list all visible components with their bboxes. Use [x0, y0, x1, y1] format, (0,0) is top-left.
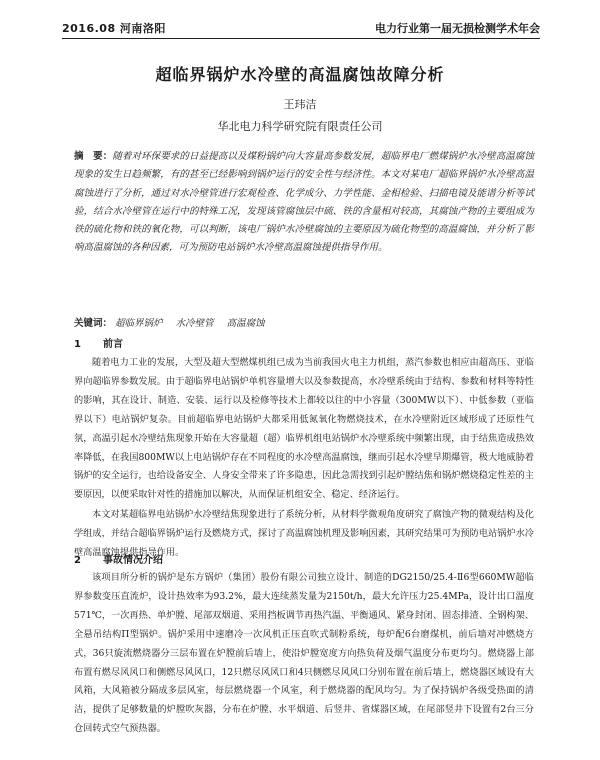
- abstract-text: 随着对环保要求的日益提高以及煤粉锅炉向大容量高参数发展，超临界电厂燃煤锅炉水冷壁高温腐蚀现象的发生日趋频繁，有的甚至已经影响到锅炉运行的安全性与经济性。本文对某电厂超临界锅炉水冷壁高温腐蚀进行了分析，通过对水冷壁管进行宏观检查、化学成分、力学性能、金相检验、扫描电镜及能谱分析等试验，结合水冷壁管在运行中的特殊工况，发现该管腐蚀层中硫、铁的含量相对较高，其腐蚀产物的主要组成为铁的硫化物和铁的氧化物，可以判断，该电厂锅炉水冷壁腐蚀的主要原因为硫化物型的高温腐蚀，并分析了影响高温腐蚀的各种因素，可为预防电站锅炉水冷壁高温腐蚀提供指导作用。: [74, 151, 534, 254]
- section-number: 2: [74, 555, 81, 566]
- header-date-location: 2016.08 河南洛阳: [62, 22, 166, 35]
- header-conference-name: 电力行业第一届无损检测学术年会: [375, 22, 540, 35]
- section-heading-intro: [74, 335, 123, 350]
- section-number: 1: [74, 339, 81, 350]
- section-title: 前言: [102, 339, 123, 350]
- paper-title: 超临界锅炉水冷壁的高温腐蚀故障分析: [155, 65, 445, 84]
- running-header: [62, 14, 540, 39]
- keywords: [74, 315, 534, 329]
- paragraph: 随着电力工业的发展，大型及超大型燃煤机组已成为当前我国火电主力机组，蒸汽参数也相应由超高压、亚临界向超临界参数发展。由于超临界电站锅炉单机容量增大以及参数提高，水冷壁系统由于结构、参数和材料等特性的影响，其在设计、制造、安装、运行以及检修等技术上都较以往的中小容量（300MW以下）、中低参数（亚临界以下）电站锅炉复杂。目前超临界电站锅炉大都采用低氮氧化物燃烧技术，在水冷壁附近区域形成了还原性气氛，高温引起水冷壁结焦现象开始在大容量超（超）临界机组电站锅炉水冷壁系统中频繁出现，由于结焦造成热效率降低，在我国800MW以上电站锅炉存在不同程度的水冷壁高温腐蚀，继而引起水冷壁早期爆管，极大地威胁着锅炉的安全运行，也给设备安全、人身安全带来了许多隐患，因此急需找到引起炉膛结焦和锅炉燃烧稳定性差的主要原因，以便采取针对性的措施加以解决，从而保证机组安全、稳定、经济运行。: [74, 357, 534, 501]
- keywords-label: 关键词：: [74, 318, 113, 329]
- author-affiliation: 华北电力科学研究院有限责任公司: [217, 120, 383, 133]
- section-heading-incident: [74, 551, 163, 566]
- author-name: 王玮洁: [283, 98, 317, 111]
- keyword: 水冷壁管: [175, 318, 214, 329]
- paragraph: 本文对某超临界电站锅炉水冷壁结焦现象进行了系统分析，从材料学微观角度研究了腐蚀产物的微观结构及化学组成，并结合超临界锅炉运行及燃烧方式，探讨了高温腐蚀机理及影响因素，其研究结果可为预防电站锅炉水冷壁高温腐蚀提供指导作用。: [74, 509, 534, 558]
- keyword: 高温腐蚀: [226, 318, 265, 329]
- paragraph: 该项目所分析的锅炉是东方锅炉（集团）股份有限公司独立设计、制造的DG2150/25.4-Ⅱ6型660MW超临界参数变压直流炉，设计热效率为93.2%，最大连续蒸发量为2150t/h，最大允许压力25.4MPa，设计出口温度571℃，一次再热、单炉膛、尾部双烟道、采用挡板调节再热汽温、平衡通风、紧身封闭、固态排渣、全钢构架、全悬吊结构Π型锅炉。锅炉采用中速磨冷一次风机正压直吹式制粉系统，每炉配6台磨煤机，前后墙对冲燃烧方式，36只旋流燃烧器分三层布置在炉膛前后墙上，使沿炉膛宽度方向热负荷及烟气温度分布更均匀。燃烧器上部布置有燃尽风风口和侧燃尽风风口，12只燃尽风风口和4只侧燃尽风风口分别布置在前后墙上，燃烧器区域设有大风箱，大风箱被分隔成多层风室，每层燃烧器一个风室，利于燃烧器的配风均匀。为了保持锅炉各级受热面的清洁，提供了足够数量的炉膛吹灰器，分布在炉膛、水平烟道、后竖井、省煤器区域，在尾部竖井下设置有2台三分仓回转式空气预热器。: [74, 572, 534, 735]
- abstract-label: 摘 要：: [74, 151, 113, 162]
- keyword: 超临界锅炉: [115, 318, 163, 329]
- abstract: [74, 148, 534, 258]
- section-title: 事故情况介绍: [102, 555, 163, 566]
